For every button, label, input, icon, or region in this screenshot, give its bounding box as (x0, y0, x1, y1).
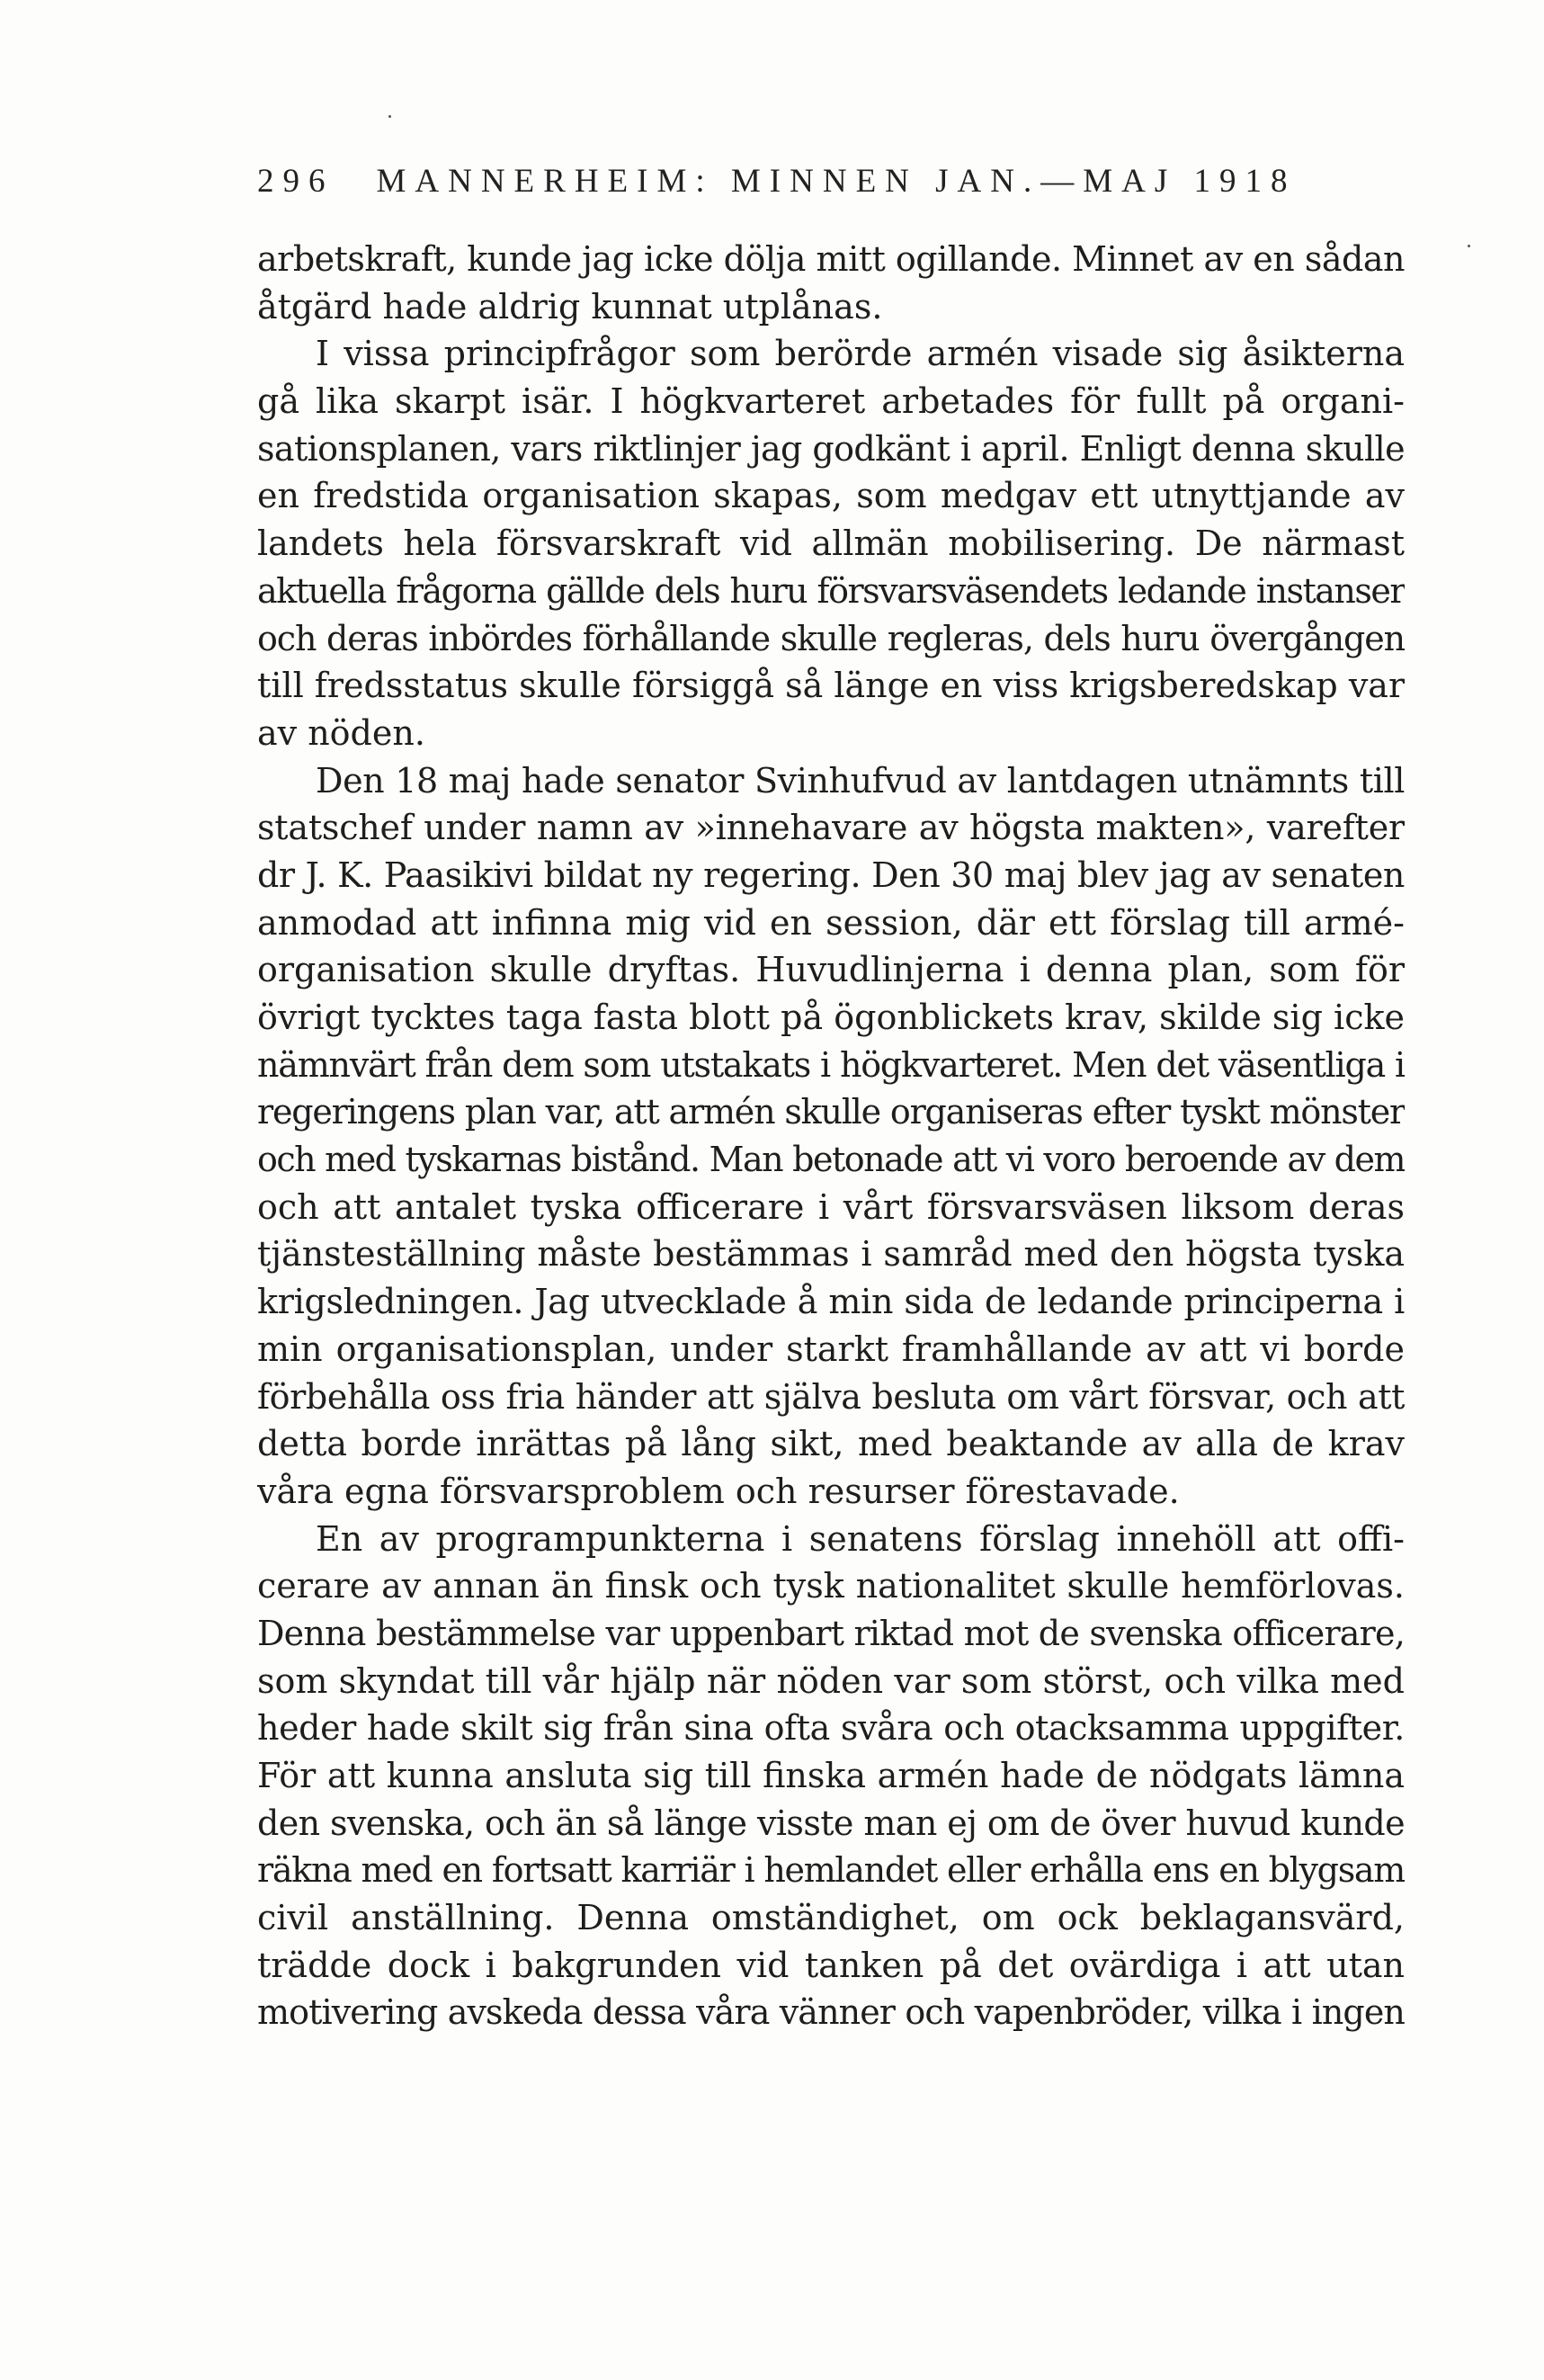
text-line: dr J. K. Paasikivi bildat ny regering. Den 30 maj blev jag av senaten (257, 854, 1405, 895)
paragraph-4 (257, 1516, 1405, 2037)
text-line: För att kunna ansluta sig till finska armén hade de nödgats lämna (257, 1756, 1405, 1795)
text-line: En av programpunkterna i senatens förslag innehöll att offi- (316, 1518, 1405, 1559)
text-line: trädde dock i bakgrunden vid tanken på det ovärdiga i att utan (257, 1945, 1405, 1985)
text-line: den svenska, och än så länge visste man ej om de över huvud kunde (257, 1803, 1405, 1843)
text-line: och att antalet tyska officerare i vårt försvarsväsen liksom deras (257, 1186, 1405, 1227)
scan-speck (388, 115, 391, 118)
text-line: detta borde inrättas på lång sikt, med beaktande av alla de krav (257, 1424, 1405, 1464)
text-line: Den 18 maj hade senator Svinhufvud av lantdagen utnämnts till (316, 760, 1405, 801)
text-line: motivering avskeda dessa våra vänner och vapenbröder, vilka i ingen (257, 1992, 1405, 2033)
text-line: heder hade skilt sig från sina ofta svåra och otacksamma uppgifter. (257, 1708, 1405, 1749)
text-line: förbehålla oss fria händer att själva besluta om vårt försvar, och att (257, 1376, 1405, 1417)
text-line: cerare av annan än finsk och tysk nationalitet skulle hemförlovas. (257, 1566, 1405, 1606)
text-line: min organisationsplan, under starkt framhållande av att vi borde (257, 1329, 1405, 1369)
text-line: civil anställning. Denna omständighet, om ock beklagansvärd, (257, 1898, 1405, 1938)
running-header (257, 162, 1297, 201)
text-line: av nöden. (257, 712, 425, 753)
text-line: regeringens plan var, att armén skulle organiseras efter tyskt mönster (257, 1092, 1405, 1132)
text-line: landets hela försvarskraft vid allmän mobilisering. De närmast (257, 523, 1405, 564)
text-line: räkna med en fortsatt karriär i hemlandet eller erhålla ens en blygsam (257, 1850, 1405, 1891)
text-line: gå lika skarpt isär. I högkvarteret arbetades för fullt på organi- (257, 381, 1405, 422)
text-line: nämnvärt från dem som utstakats i högkvarteret. Men det väsentliga i (257, 1044, 1405, 1085)
text-line: åtgärd hade aldrig kunnat utplånas. (257, 286, 883, 327)
text-line: krigsledningen. Jag utvecklade å min sida de ledande principerna i (257, 1282, 1405, 1322)
text-line: och deras inbördes förhållande skulle regleras, dels huru övergången (257, 618, 1405, 658)
running-title: MANNERHEIM: MINNEN JAN.—MAJ 1918 (376, 163, 1297, 200)
text-line: Denna bestämmelse var uppenbart riktad mot de svenska officerare, (257, 1613, 1405, 1653)
text-line: I vissa principfrågor som berörde armén visade sig åsikterna (316, 334, 1405, 374)
text-line: och med tyskarnas bistånd. Man betonade att vi voro beroende av dem (257, 1140, 1405, 1180)
text-line: sationsplanen, vars riktlinjer jag godkänt i april. Enligt denna skulle (257, 428, 1405, 469)
text-line: organisation skulle dryftas. Huvudlinjerna i denna plan, som för (257, 950, 1405, 990)
text-line: tjänsteställning måste bestämmas i samråd med den högsta tyska (257, 1234, 1405, 1275)
paragraph-2 (257, 330, 1405, 756)
paragraph-1 (257, 236, 1405, 330)
body-text (257, 236, 1405, 2036)
text-line: till fredsstatus skulle försiggå så länge en viss krigsberedskap var (257, 666, 1405, 706)
scan-speck (1468, 245, 1470, 247)
text-line: statschef under namn av »innehavare av högsta makten», varefter (257, 808, 1405, 848)
text-line: aktuella frågorna gällde dels huru försvarsväsendets ledande instanser (257, 570, 1405, 611)
text-line: våra egna försvarsproblem och resurser förestavade. (257, 1471, 1180, 1511)
text-line: anmodad att infinna mig vid en session, där ett förslag till armé- (257, 902, 1405, 943)
text-line: som skyndat till vår hjälp när nöden var som störst, och vilka med (257, 1660, 1405, 1701)
paragraph-3 (257, 757, 1405, 1516)
text-line: arbetskraft, kunde jag icke dölja mitt ogillande. Minnet av en sådan (257, 239, 1405, 279)
page-number: 296 (257, 163, 335, 200)
text-line: en fredstida organisation skapas, som medgav ett utnyttjande av (257, 476, 1405, 516)
text-line: övrigt tycktes taga fasta blott på ögonblickets krav, skilde sig icke (257, 998, 1405, 1037)
